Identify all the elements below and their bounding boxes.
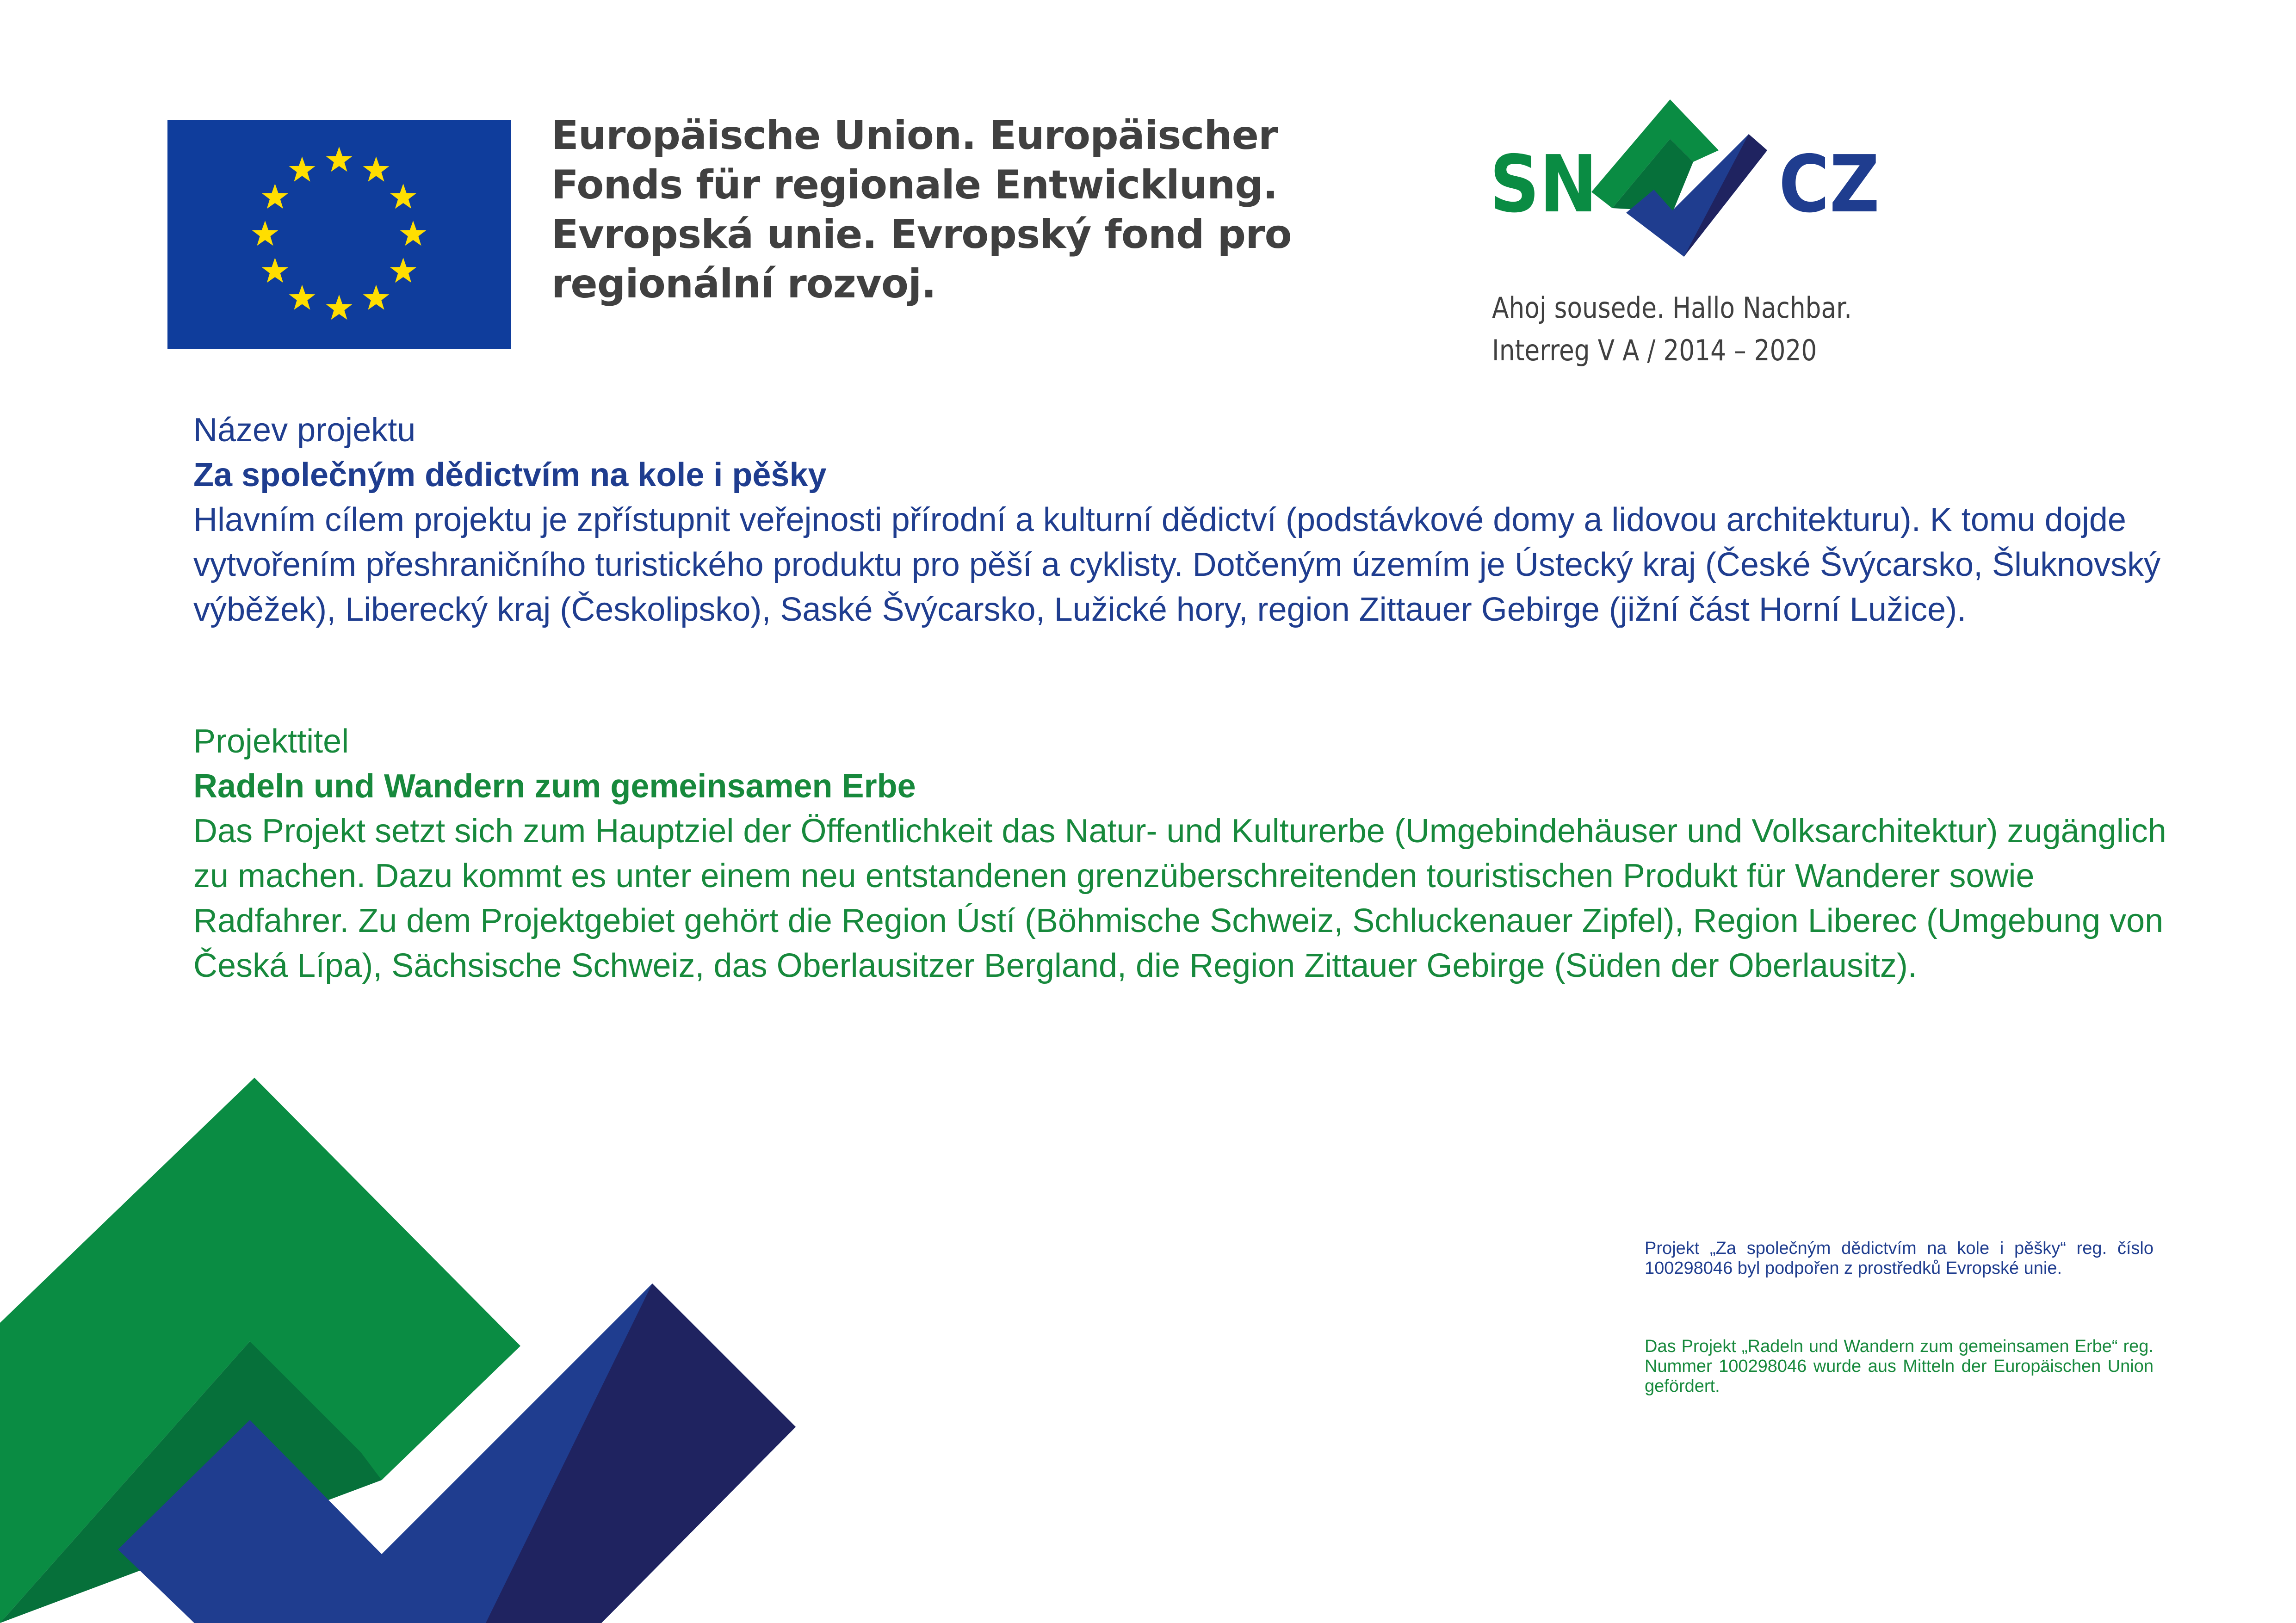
german-project-title: Radeln und Wandern zum gemeinsamen Erbe	[193, 768, 916, 805]
slogan-line-1: Ahoj sousede. Hallo Nachbar.	[1492, 291, 1852, 325]
logo-cz-text: CZ	[1778, 138, 1880, 230]
german-funding-footnote: Das Projekt „Radeln und Wandern zum gemeinsamen Erbe“ reg. Nummer 100298046 wurde aus Mitteln der Europäischen Union gefördert.	[1645, 1337, 2154, 1396]
czech-project-description: Hlavním cílem projektu je zpřístupnit veřejnosti přírodní a kulturní dědictví (podstávkové domy a lidovou architekturu). K tomu dojde vytvořením přeshraničního turistického produktu pro pěší a cyklisty. Dotčeným územím je Ústecký kraj (České Švýcarsko, Šluknovský výběžek), Liberecký kraj (Českolipsko), Saské Švýcarsko, Lužické hory, region Zittauer Gebirge (jižní část Horní Lužice).	[193, 501, 2161, 628]
eu-text-line-3: Evropská unie. Evropský fond pro	[551, 211, 1292, 258]
interreg-sncz-logo	[1490, 99, 1897, 257]
czech-project-label: Název projektu	[193, 412, 416, 449]
eu-text-line-4: regionální rozvoj.	[551, 261, 936, 307]
logo-chevron-mark	[1591, 99, 1767, 257]
czech-project-section	[193, 408, 2197, 632]
eu-text-line-1: Europäische Union. Europäischer	[551, 112, 1278, 159]
slogan-line-2: Interreg V A / 2014 – 2020	[1492, 333, 1817, 367]
interreg-slogan	[1492, 287, 1882, 372]
eu-text-line-2: Fonds für regionale Entwicklung.	[551, 162, 1278, 208]
german-project-description: Das Projekt setzt sich zum Hauptziel der Öffentlichkeit das Natur- und Kulturerbe (Umgebindehäuser und Volksarchitektur) zugänglich zu machen. Dazu kommt es unter einem neu entstandenen grenzüberschreitenden touristischen Produkt für Wanderer sowie Radfahrer. Zu dem Projektgebiet gehört die Region Ústí (Böhmische Schweiz, Schluckenauer Zipfel), Region Liberec (Umgebung von Česká Lípa), Sächsische Schweiz, das Oberlausitzer Bergland, die Region Zittauer Gebirge (Süden der Oberlausitz).	[193, 813, 2166, 984]
decorative-chevron-graphic	[0, 1064, 796, 1623]
czech-funding-footnote: Projekt „Za společným dědictvím na kole i pěšky“ reg. číslo 100298046 byl podpořen z prostředků Evropské unie.	[1645, 1239, 2154, 1278]
german-project-label: Projekttitel	[193, 723, 349, 760]
german-project-section	[193, 719, 2197, 988]
eu-fund-statement	[551, 111, 1319, 309]
logo-sn-text: SN	[1490, 138, 1597, 230]
eu-flag-logo	[167, 120, 511, 349]
czech-project-title: Za společným dědictvím na kole i pěšky	[193, 457, 827, 494]
